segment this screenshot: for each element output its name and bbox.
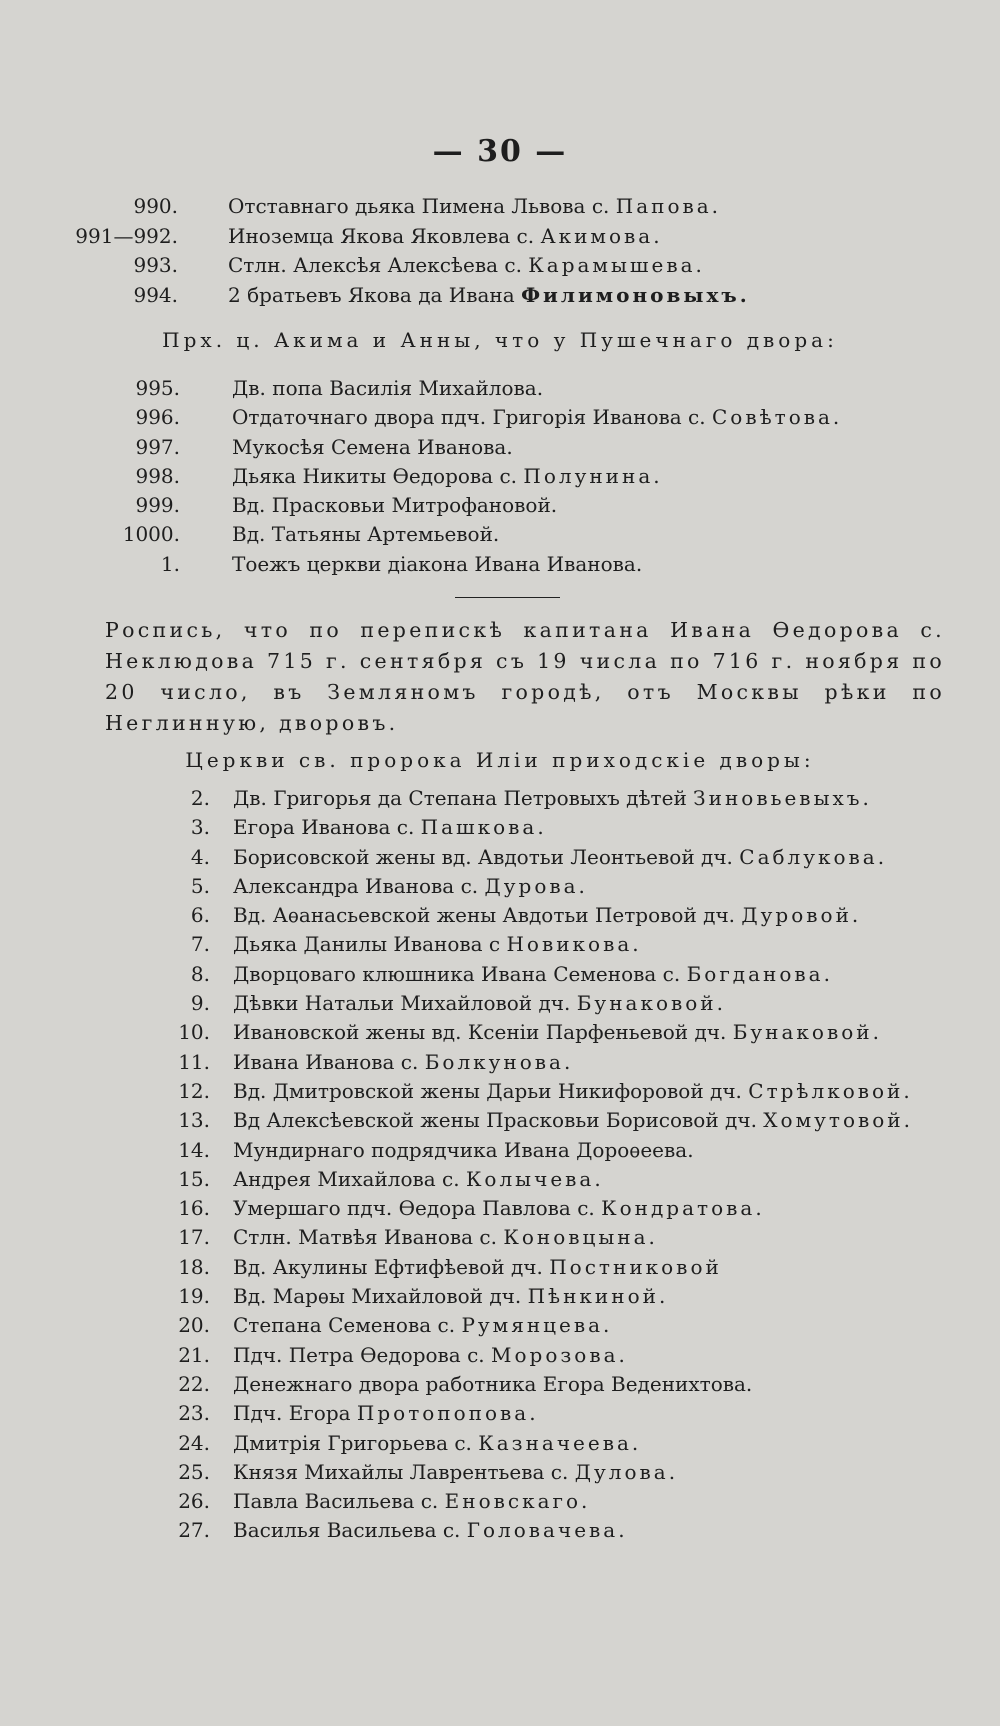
entry-text [233, 930, 642, 959]
list-item [0, 1165, 1000, 1194]
entry-surname: Пашкова. [420, 815, 547, 840]
entry-number: 21. [178, 1342, 210, 1367]
entry-surname: Дурова. [484, 873, 588, 898]
list-item [0, 192, 1000, 222]
list-item [0, 989, 1000, 1018]
entry-number: 17. [178, 1225, 210, 1250]
entry-description: Павла Васильева с. [233, 1489, 439, 1514]
page-number: — 30 — [432, 134, 568, 169]
entry-number: 7. [190, 932, 210, 957]
entry-number: 11. [178, 1049, 210, 1074]
entry-text [233, 872, 588, 901]
entry-description: Ивановской жены вд. Ксеніи Парфеньевой дч. [233, 1020, 727, 1045]
entry-number: 5. [190, 873, 210, 898]
list-item [0, 433, 1000, 462]
list-item [0, 1487, 1000, 1516]
entry-text [233, 1165, 604, 1194]
entry-number: 18. [178, 1254, 210, 1279]
entry-text [233, 1370, 752, 1399]
entry-number: 995. [135, 376, 180, 400]
entry-text [233, 1487, 590, 1516]
entry-description: Дмитрія Григорьева с. [233, 1430, 472, 1455]
list-item [0, 1194, 1000, 1223]
entry-surname: Кондратова. [601, 1196, 765, 1221]
entry-description: Ивана Иванова с. [233, 1049, 419, 1074]
list-item [0, 1106, 1000, 1135]
list-item [0, 1429, 1000, 1458]
entry-surname: Постниковой [549, 1254, 722, 1279]
entry-description: Дв. попа Василія Михайлова. [232, 376, 544, 400]
entry-surname: Богданова. [686, 961, 833, 986]
list-item [0, 901, 1000, 930]
entry-description: Дѣвки Натальи Михайловой дч. [233, 991, 571, 1016]
entry-surname: Совѣтова. [711, 405, 843, 430]
entry-text [232, 491, 557, 520]
entry-text [233, 1458, 678, 1487]
entry-number: 991—992. [75, 223, 178, 248]
list-item [0, 1516, 1000, 1545]
parish-heading-2: Церкви св. пророка Иліи приходскіе дворы: [185, 748, 815, 772]
list-item [0, 374, 1000, 403]
list-item [0, 1311, 1000, 1340]
entry-text [233, 1429, 641, 1458]
list-item [0, 1018, 1000, 1047]
entry-surname: Колычева. [465, 1166, 604, 1191]
entry-surname: Дуровой. [741, 903, 862, 928]
entry-text [233, 1399, 539, 1428]
entry-number: 999. [135, 493, 180, 518]
entry-description: Мундирнаго подрядчика Ивана Дороѳеева. [233, 1137, 694, 1162]
list-item [0, 251, 1000, 281]
entry-number: 14. [178, 1137, 210, 1162]
entry-text [233, 1077, 913, 1106]
entry-number: 27. [178, 1518, 210, 1543]
entry-description: Дв. Григорья да Степана Петровыхъ дѣтей [233, 786, 687, 810]
entry-text [232, 520, 499, 549]
entry-text [233, 843, 887, 872]
entry-description: Князя Михайлы Лаврентьева с. [233, 1459, 569, 1484]
entry-surname: Саблукова. [739, 844, 888, 869]
entry-number: 996. [135, 405, 180, 430]
entry-text [232, 433, 513, 462]
entry-number: 1000. [122, 522, 180, 547]
entry-number: 15. [178, 1166, 210, 1191]
entry-number: 20. [178, 1313, 210, 1338]
entry-description: Умершаго пдч. Ѳедора Павлова с. [233, 1196, 595, 1221]
entry-text [228, 222, 663, 252]
entry-text [228, 281, 750, 311]
entry-surname: Болкунова. [424, 1049, 574, 1074]
entry-surname: Морозова. [491, 1342, 628, 1367]
entry-description: Егора Иванова с. [233, 815, 415, 840]
entry-surname: Бунаковой. [576, 991, 726, 1016]
entry-text [233, 960, 833, 989]
entry-text [233, 784, 872, 813]
entry-text [228, 251, 705, 281]
entry-number: 993. [133, 253, 178, 277]
entry-surname: Хомутовой. [763, 1108, 913, 1133]
entry-surname: Дулова. [574, 1459, 679, 1484]
list-item [0, 550, 1000, 579]
entry-description: Вд. Аѳанасьевской жены Авдотьи Петровой дч. [233, 903, 736, 928]
entry-text [233, 989, 726, 1018]
entry-surname: Стрѣлковой. [748, 1078, 913, 1103]
list-item [0, 813, 1000, 842]
entry-text [228, 192, 721, 222]
list-item [0, 222, 1000, 252]
entry-text [233, 1282, 668, 1311]
list-item [0, 281, 1000, 311]
entry-description: Отдаточнаго двора пдч. Григорія Иванова с. [232, 405, 706, 430]
entry-description: Пдч. Петра Ѳедорова с. [233, 1342, 485, 1367]
entry-surname: Бунаковой. [732, 1020, 882, 1045]
entry-surname: Казначеева. [478, 1430, 642, 1455]
entry-text [233, 1516, 628, 1545]
entry-number: 22. [178, 1371, 210, 1396]
list-item [0, 1136, 1000, 1165]
list-item [0, 1223, 1000, 1252]
entry-description: Вд. Акулины Ефтифѣевой дч. [233, 1254, 543, 1279]
entry-number: 2. [190, 786, 210, 810]
entry-number: 19. [178, 1284, 210, 1309]
entry-number: 26. [178, 1489, 210, 1514]
parish-heading-1: Прх. ц. Акима и Анны, что у Пушечнаго двора: [162, 328, 838, 352]
entry-number: 12. [178, 1078, 210, 1103]
entry-list-2 [0, 374, 1000, 579]
entry-surname: Зиновьевыхъ. [693, 786, 872, 810]
entry-number: 1. [160, 551, 180, 576]
entry-description: Стлн. Матвѣя Иванова с. [233, 1225, 497, 1250]
entry-description: Дворцоваго клюшника Ивана Семенова с. [233, 961, 681, 986]
entry-description: Александра Иванова с. [233, 873, 479, 898]
entry-number: 990. [133, 194, 178, 218]
entry-text [233, 1223, 658, 1252]
entry-number: 10. [178, 1020, 210, 1045]
entry-text [233, 1311, 612, 1340]
entry-surname: Протопопова. [356, 1401, 539, 1426]
list-item [0, 1341, 1000, 1370]
entry-number: 23. [178, 1401, 210, 1426]
entry-description: Вд. Прасковьи Митрофановой. [232, 493, 558, 518]
list-item [0, 491, 1000, 520]
entry-number: 998. [135, 463, 180, 488]
list-item [0, 843, 1000, 872]
list-item [0, 462, 1000, 491]
entry-description: Денежнаго двора работника Егора Веденихтова. [233, 1371, 753, 1396]
list-item [0, 1048, 1000, 1077]
entry-text [233, 1018, 882, 1047]
entry-surname: Коновцына. [503, 1225, 658, 1250]
entry-surname: Акимова. [540, 223, 663, 248]
entry-description: Андрея Михайлова с. [233, 1166, 460, 1191]
entry-text [232, 462, 663, 491]
entry-surname: Румянцева. [461, 1313, 613, 1338]
entry-number: 24. [178, 1430, 210, 1455]
list-item [0, 930, 1000, 959]
entry-description: Стлн. Алексѣя Алексѣева с. [228, 253, 522, 277]
list-item [0, 1458, 1000, 1487]
entry-description: Дьяка Данилы Иванова с [233, 932, 501, 957]
entry-description: Тоежъ церкви діакона Ивана Иванова. [232, 551, 643, 576]
entry-surname: Папова. [615, 194, 722, 218]
entry-text [233, 901, 861, 930]
entry-list-3 [0, 784, 1000, 1546]
entry-surname: Головачева. [466, 1518, 628, 1543]
entry-description: 2 братьевъ Якова да Ивана [228, 282, 515, 307]
entry-surname: Пѣнкиной. [527, 1284, 669, 1309]
entry-number: 3. [190, 815, 210, 840]
entry-text [233, 1341, 628, 1370]
entry-description: Мукосѣя Семена Иванова. [232, 434, 513, 459]
entry-number: 8. [190, 961, 210, 986]
entry-surname: Новикова. [506, 932, 642, 957]
list-item [0, 1282, 1000, 1311]
entry-surname: Еновскаго. [444, 1489, 591, 1514]
entry-description: Вд Алексѣевской жены Прасковьи Борисовой дч. [233, 1108, 757, 1133]
entry-text [232, 374, 543, 403]
entry-number: 9. [190, 991, 210, 1016]
entry-text [232, 550, 642, 579]
entry-description: Вд. Татьяны Артемьевой. [232, 522, 500, 547]
entry-description: Вд. Дмитровской жены Дарьи Никифоровой дч. [233, 1078, 742, 1103]
entry-number: 13. [178, 1108, 210, 1133]
separator-rule [455, 597, 560, 598]
entry-number: 25. [178, 1459, 210, 1484]
entry-text [233, 1253, 722, 1282]
entry-description: Степана Семенова с. [233, 1313, 456, 1338]
list-item [0, 1370, 1000, 1399]
register-paragraph: Роспись, что по перепискѣ капитана Ивана Ѳедорова с. Неклюдова 715 г. сентября съ 19 числа по 716 г. ноября по 20 число, въ Земляномъ городѣ, отъ Москвы рѣки по Неглинную, дворовъ. [105, 618, 945, 735]
entry-text [233, 1136, 694, 1165]
entry-number: 994. [133, 282, 178, 307]
entry-number: 6. [190, 903, 210, 928]
entry-text [233, 1106, 913, 1135]
entry-description: Василья Васильева с. [233, 1518, 461, 1543]
entry-text [233, 1048, 573, 1077]
entry-number: 4. [190, 844, 210, 869]
entry-description: Иноземца Якова Яковлева с. [228, 223, 535, 248]
entry-text [232, 403, 842, 432]
list-item [0, 520, 1000, 549]
entry-list-1 [0, 192, 1000, 310]
entry-surname: Филимоновыхъ. [521, 282, 750, 307]
entry-description: Вд. Марѳы Михайловой дч. [233, 1284, 522, 1309]
entry-description: Отставнаго дьяка Пимена Львова с. [228, 194, 610, 218]
entry-number: 16. [178, 1196, 210, 1221]
entry-number: 997. [135, 434, 180, 459]
list-item [0, 960, 1000, 989]
list-item [0, 872, 1000, 901]
list-item [0, 1253, 1000, 1282]
entry-surname: Полунина. [523, 463, 663, 488]
entry-text [233, 1194, 765, 1223]
entry-text [233, 813, 547, 842]
entry-description: Борисовской жены вд. Авдотьи Леонтьевой дч. [233, 844, 733, 869]
list-item [0, 1077, 1000, 1106]
entry-description: Дьяка Никиты Ѳедорова с. [232, 463, 518, 488]
list-item [0, 1399, 1000, 1428]
list-item [0, 784, 1000, 813]
entry-surname: Карамышева. [528, 253, 705, 277]
list-item [0, 403, 1000, 432]
entry-description: Пдч. Егора [233, 1401, 351, 1426]
